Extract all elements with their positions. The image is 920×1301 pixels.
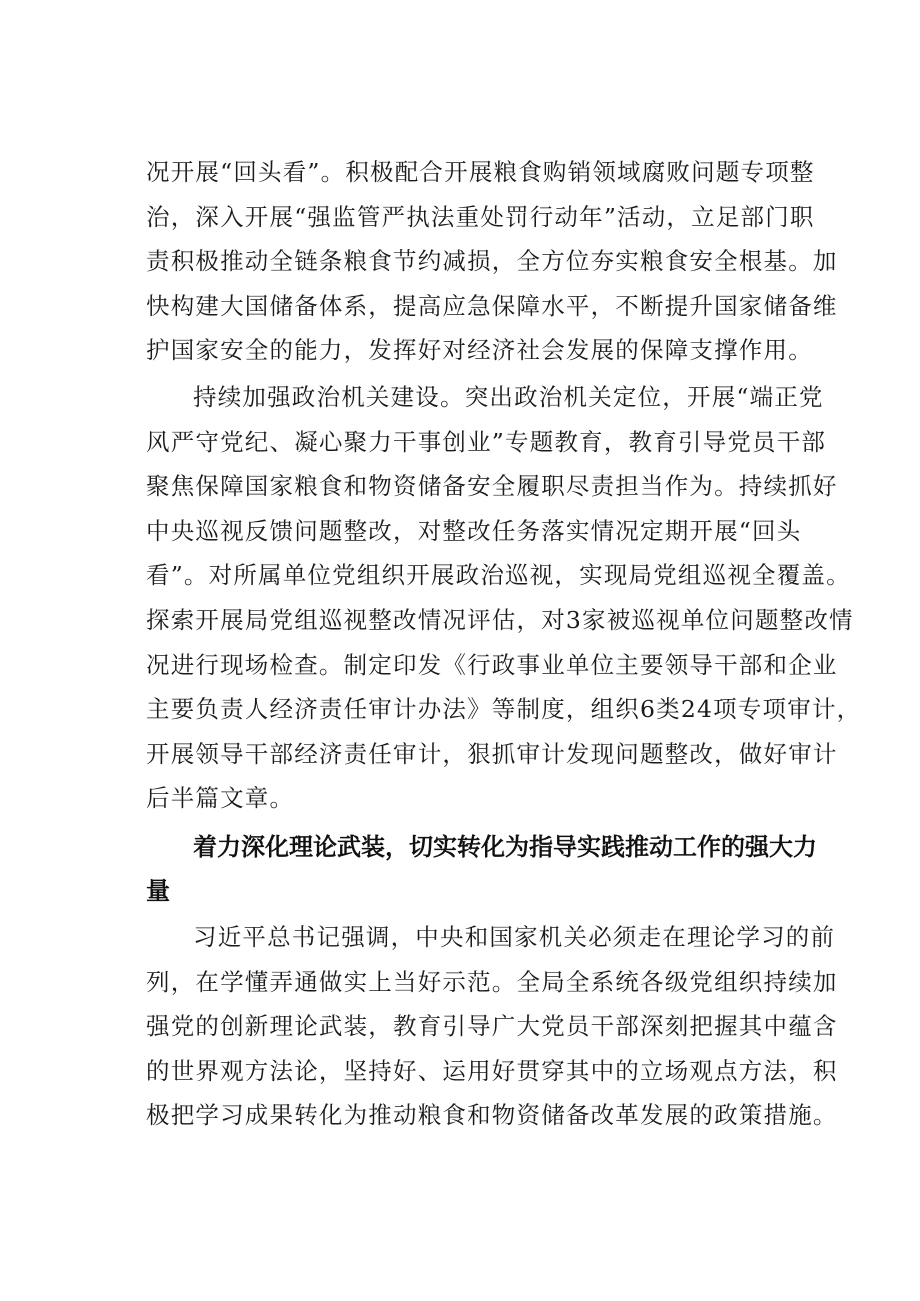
paragraph-line: 中央巡视反馈问题整改，对整改任务落实情况定期开展“回头 [146,516,802,545]
paragraph-line: 况进行现场检查。制定印发《行政事业单位主要领导干部和企业 [146,650,838,679]
paragraph-line: 况开展“回头看”。积极配合开展粮食购销领域腐败问题专项整 [146,158,815,186]
paragraph-line: 习近平总书记强调，中央和国家机关必须走在理论学习的前 [193,922,836,951]
paragraph-theory [146,915,838,1138]
paragraph-line: 后半篇文章。 [146,784,295,813]
paragraph-line: 快构建大国储备体系，提高应急保障水平，不断提升国家储备维 [146,291,838,320]
paragraph-line: 看”。对所属单位党组织开展政治巡视，实现局党组巡视全覆盖。 [146,561,851,590]
document-body [146,150,862,1138]
paragraph-line: 聚焦保障国家粮食和物资储备安全履职尽责担当作为。持续抓好 [146,472,838,501]
paragraph-continued [146,150,838,373]
paragraph-line: 风严守党纪、凝心聚力干事创业”专题教育，教育引导党员干部 [146,427,827,456]
paragraph-political-organ [146,375,862,821]
heading-line: 量 [146,876,170,905]
paragraph-line: 极把学习成果转化为推动粮食和物资储备改革发展的政策措施。 [146,1101,838,1130]
paragraph-line: 护国家安全的能力，发挥好对经济社会发展的保障支撑作用。 [146,336,813,365]
paragraph-line: 持续加强政治机关建设。突出政治机关定位，开展“端正党 [193,382,824,411]
paragraph-line: 开展领导干部经济责任审计，狠抓审计发现问题整改，做好审计 [146,739,838,768]
paragraph-line: 列，在学懂弄通做实上当好示范。全局全系统各级党组织持续加 [146,967,838,996]
paragraph-line: 责积极推动全链条粮食节约减损，全方位夯实粮食安全根基。加 [146,247,838,276]
section-heading [146,825,817,913]
heading-line: 着力深化理论武装，切实转化为指导实践推动工作的强大力 [193,832,817,861]
paragraph-line: 探索开展局党组巡视整改情况评估，对3家被巡视单位问题整改情 [146,605,854,634]
paragraph-line: 强党的创新理论武装，教育引导广大党员干部深刻把握其中蕴含 [146,1012,838,1041]
paragraph-line: 的世界观方法论，坚持好、运用好贯穿其中的立场观点方法，积 [146,1056,838,1085]
paragraph-line: 治，深入开展“强监管严执法重处罚行动年”活动，立足部门职 [146,202,815,231]
paragraph-line: 主要负责人经济责任审计办法》等制度，组织6类24项专项审计， [146,695,862,724]
